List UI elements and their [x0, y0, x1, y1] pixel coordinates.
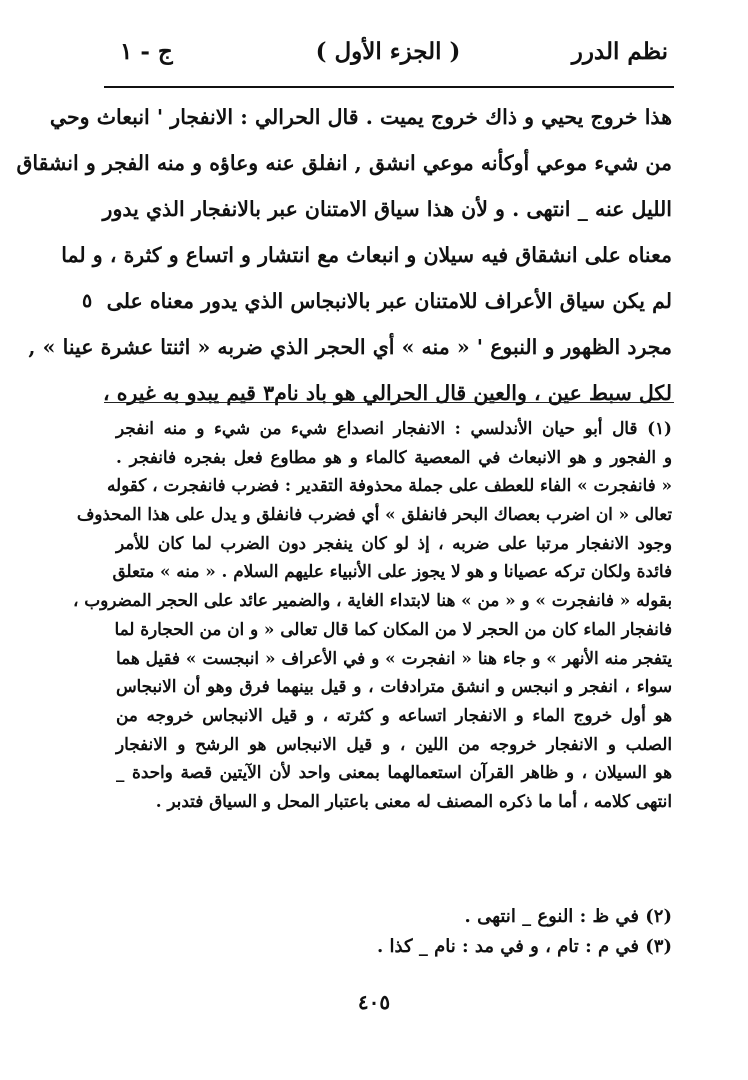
- volume-title: ( الجزء الأول ): [315, 38, 461, 65]
- footnote-line: تعالى « ان اضرب بعصاك البحر فانفلق » أي فضرب فانفلق و يدل على هذا المحذوف: [76, 504, 672, 525]
- main-line: من شيء موعي أوكأنه موعي انشق , انفلق عنه وعاؤه و منه الفجر و انشقاق: [16, 151, 672, 175]
- footnote-line: الصلب و الانفجار خروجه من اللين ، و قيل الانبجاس هو الرشح و الانفجار: [116, 733, 672, 754]
- page-header: [108, 38, 668, 78]
- footnote-divider: [104, 402, 674, 403]
- additional-notes: [116, 902, 672, 962]
- main-line: [82, 278, 672, 324]
- main-line: مجرد الظهور و النبوع ' « منه » أي الحجر الذي ضربه « اثنتا عشرة عينا » ,: [28, 335, 672, 359]
- footnote-line: بقوله « فانفجرت » و « من » هنا لابتداء الغاية ، والضمير عائد على الحجر المضروب ،: [73, 590, 672, 611]
- footnote-line: هو السيلان ، و ظاهر القرآن استعمالهما بمعنى واحد لأن الآيتين قصة واحدة _: [116, 762, 672, 783]
- footnote-line: يتفجر منه الأنهر » و جاء هنا « انفجرت » و في الأعراف « انبجست » فقيل هما: [116, 647, 672, 668]
- footnotes: [73, 414, 672, 816]
- main-line: هذا خروج يحيي و ذاك خروج يميت . قال الحرالي : الانفجار ' انبعاث وحي: [49, 105, 672, 129]
- footnote-line: فائدة ولكان تركه عصيانا و هو لا يجوز على الأنبياء عليهم السلام . « منه » متعلق: [112, 561, 672, 582]
- main-text: [16, 94, 672, 416]
- footnote-line: هو أول خروج الماء و الانفجار اتساعه و كثرته ، و قيل الانبجاس خروجه من: [116, 704, 672, 725]
- footnote-line: « فانفجرت » الفاء للعطف على جملة محذوفة التقدير : فضرب فانفجرت ، كقوله: [107, 475, 672, 496]
- main-line: الليل عنه _ انتهى . و لأن هذا سياق الامتنان عبر بالانفجار الذي يدور: [102, 197, 672, 221]
- line-number-marker: ٥: [82, 290, 93, 312]
- main-line: معناه على انشقاق فيه سيلان و انبعاث مع انتشار و اتساع و كثرة ، و لما: [61, 243, 672, 267]
- main-line-text: لم يكن سياق الأعراف للامتنان عبر بالانبجاس الذي يدور معناه على: [106, 289, 672, 313]
- note-line: (٣) في م : تام ، و في مد : نام _ كذا .: [377, 936, 672, 957]
- footnote-line: انتهى كلامه ، أما ما ذكره المصنف له معنى باعتبار المحل و السياق فتدبر .: [155, 790, 672, 811]
- footnote-line: وجود الانفجار مرتبا على ضربه ، إذ لو كان ينفجر دون الضرب لما كان للأمر: [116, 532, 672, 553]
- page-number: ٤٠٥: [357, 990, 391, 1014]
- part-label: ج - ١: [120, 38, 173, 65]
- note-line: (٢) في ظ : النوع _ انتهى .: [464, 906, 672, 927]
- main-line: لكل سبط عين ، والعين قال الحرالي هو باد نام٣ قيم يبدو به غيره ،: [102, 381, 672, 405]
- footnote-line: و الفجور و هو الانبعاث في المعصية كالماء و هو مطاوع فعل بفجره فانفجر .: [116, 446, 672, 467]
- book-title: نظم الدرر: [571, 38, 668, 65]
- footnote-line: فانفجار الماء كان من الحجر لا من المكان كما قال تعالى « و ان من الحجارة لما: [114, 618, 672, 639]
- footnote-line: (١) قال أبو حيان الأندلسي : الانفجار انصداع شيء من شيء و منه انفجر: [116, 418, 672, 438]
- header-divider: [104, 86, 674, 88]
- footnote-line: سواء ، انفجر و انبجس و انشق مترادفات ، و قيل بينهما فرق وهو أن الانبجاس: [116, 676, 672, 697]
